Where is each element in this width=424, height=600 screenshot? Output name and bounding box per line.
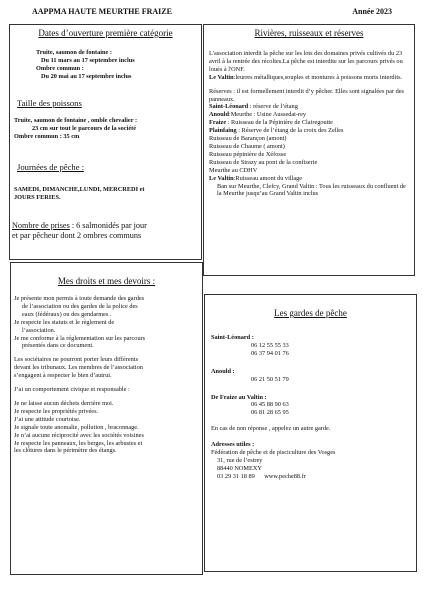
- reserve-item: Ruisseau de Barançon (amont): [209, 135, 287, 143]
- droits-line: de l’association ou des gardes de la police des: [22, 302, 138, 310]
- droits-line: Les sociétaires ne pourront porter leurs différents: [14, 356, 139, 364]
- valtin-rule: [209, 74, 411, 82]
- droits-line: J’ai une attitude courtoise.: [14, 415, 81, 423]
- droits-line: s’engagent à respecter le bien d’autrui.: [14, 372, 112, 380]
- dates-title: Dates d’ouverture première catégorie: [38, 28, 173, 38]
- droits-line: Je respecte les propriétés privées.: [14, 407, 99, 415]
- reserve-item: Ruisseau de Chaume ( amont): [209, 142, 285, 150]
- prises-label: Nombre de prises: [12, 221, 70, 230]
- reserve-item: Meurthe au CDHV: [209, 166, 258, 174]
- dates-section: [9, 24, 202, 260]
- reserve-item: Le Valtin:Ruisseau amont du village: [209, 174, 303, 182]
- droits-line: Je ne laisse aucun déchets derrière moi.: [14, 399, 114, 407]
- taille-line: Ombre commun : 35 cm: [14, 132, 80, 140]
- reserves-intro: Réserves : il est formellement interdit d’y pêcher. Elles sont signalées par des panneaux.: [209, 87, 404, 103]
- reserve-item: Plainfaing : Réserve de l’étang de la croix des Zelles: [209, 127, 344, 135]
- droits-line: Je présente mon permis à toute demande des gardes: [14, 295, 145, 302]
- reserve-item: Ruisseau pépinière de Xéfosse: [209, 150, 287, 158]
- opening-dates: [19, 49, 194, 81]
- valtin-label: Le Valtin: [209, 73, 234, 81]
- prises-text1: : 6 salmonidés par jour: [69, 221, 147, 230]
- droits-line: présentés dans ce document.: [22, 342, 94, 350]
- garde-phone: 06 12 55 55 33: [251, 341, 289, 349]
- taille-line: 23 cm sur tout le parcours de la société: [32, 124, 136, 132]
- valtin-text: :leurres métalliques,souples et montures à poissons morts interdits.: [233, 73, 403, 81]
- rivieres-body: [209, 50, 411, 198]
- prises-text: [12, 221, 200, 241]
- ombre-dates: Du 20 mai au 17 septembre inclus: [41, 72, 132, 80]
- adresse-line: 31, rue de l’estrey: [217, 456, 263, 464]
- gardes-section: [204, 294, 417, 572]
- reserve-item: Saint-Léonard : réserve de l’étang: [209, 103, 298, 111]
- journees-line: SAMEDI, DIMANCHE,LUNDI, MERCREDI et: [14, 186, 145, 193]
- reserve-item: Fraize : Ruisseau de la Pépinière de Clairegoutte: [209, 119, 333, 127]
- garde-phone: 06 45 88 90 63: [251, 401, 289, 409]
- reserve-last: Ban sur Meurthe, Clefcy, Grand Valtin : Tous les ruisseaux du confluent de la Meurthe jusqu’au Grand Valtin inclus: [217, 182, 406, 198]
- garde-place: Anould :: [211, 367, 235, 375]
- garde-phone: 06 21 50 51 79: [251, 375, 289, 383]
- taille-line: Truite, saumon de fontaine , omble chevalier :: [14, 117, 138, 124]
- gardes-title: Les gardes de pêche: [274, 308, 347, 318]
- journees-title: Journées de pêche :: [17, 162, 85, 172]
- rivieres-section: [203, 24, 415, 276]
- adresse-line: 88440 NOMEXY: [217, 464, 262, 472]
- droits-line: Je me conforme à la réglementation sur les parcours: [14, 334, 146, 342]
- year-label: Année 2023: [352, 7, 392, 16]
- page-header: [32, 7, 392, 21]
- droits-body: [14, 295, 199, 455]
- adresses-label: Adresses utiles :: [211, 441, 255, 449]
- droits-line: eaux (fédéraux) ou des gendarmes .: [22, 310, 112, 318]
- journees-line: JOURS FERIES.: [14, 193, 61, 201]
- prises-text2: et par pêcheur dont 2 ombres communs: [12, 231, 142, 240]
- garde-phone: 06 37 94 01 76: [251, 349, 289, 357]
- truite-dates: Du 11 mars au 17 septembre inclus: [41, 56, 135, 64]
- droits-line: Je n’ai aucune réciprocité avec les sociétés voisines: [14, 431, 144, 439]
- droits-line: Je signale toute anomalie, pollution , braconnage.: [14, 423, 139, 431]
- reserve-item: Anould:Meurthe : Usine Aussedat-rey: [209, 111, 307, 119]
- journees-details: [14, 186, 200, 202]
- rivieres-intro: L'association interdit la pêche sur les lots des domaines privés cultivés du 23 avril à la rentrée des récoltes.La pêche est interdite sur les parcours privés ou loués à l'ONF.: [209, 50, 403, 73]
- droits-section: [10, 262, 203, 575]
- truite-label: Truite, saumon de fontaine :: [36, 49, 112, 56]
- garde-place: De Fraize au Valtin :: [211, 393, 267, 401]
- droits-line: J’ai un comportement civique et responsable :: [14, 386, 130, 394]
- website-link[interactable]: www.peche88.fr: [264, 472, 306, 480]
- taille-details: [14, 117, 199, 141]
- droits-title: Mes droits et mes devoirs :: [57, 276, 156, 286]
- droits-line: Je respecte les panneaux, les berges, les arbustes et: [14, 439, 143, 447]
- gardes-body: [211, 334, 411, 481]
- adresse-line: Fédération de pêche et de pisciculture des Vosges: [211, 449, 336, 457]
- droits-line: l’association.: [22, 326, 56, 334]
- droits-line: devant les tribunaux. Les membres de l’association: [14, 364, 143, 372]
- garde-phone: 06 81 28 65 95: [251, 409, 289, 417]
- garde-place: Saint-Léonard :: [211, 334, 254, 341]
- ombre-label: Ombre commun :: [36, 64, 84, 72]
- reserve-item: Ruisseau de Strazy au pont de la confiserie: [209, 158, 318, 166]
- rivieres-title: Rivières, ruisseaux et réserves: [254, 28, 364, 38]
- adresse-line: 03 29 31 18 89 www.peche88.fr: [217, 472, 306, 480]
- droits-line: Je respecte les statuts et le règlement de: [14, 318, 115, 326]
- droits-line: les clôtures dans le périmètre des étangs.: [14, 447, 117, 455]
- gardes-note: En cas de non réponse , appelez un autre garde.: [211, 425, 331, 433]
- taille-title: Taille des poissons: [17, 98, 82, 108]
- org-name: AAPPMA HAUTE MEURTHE FRAIZE: [32, 7, 172, 16]
